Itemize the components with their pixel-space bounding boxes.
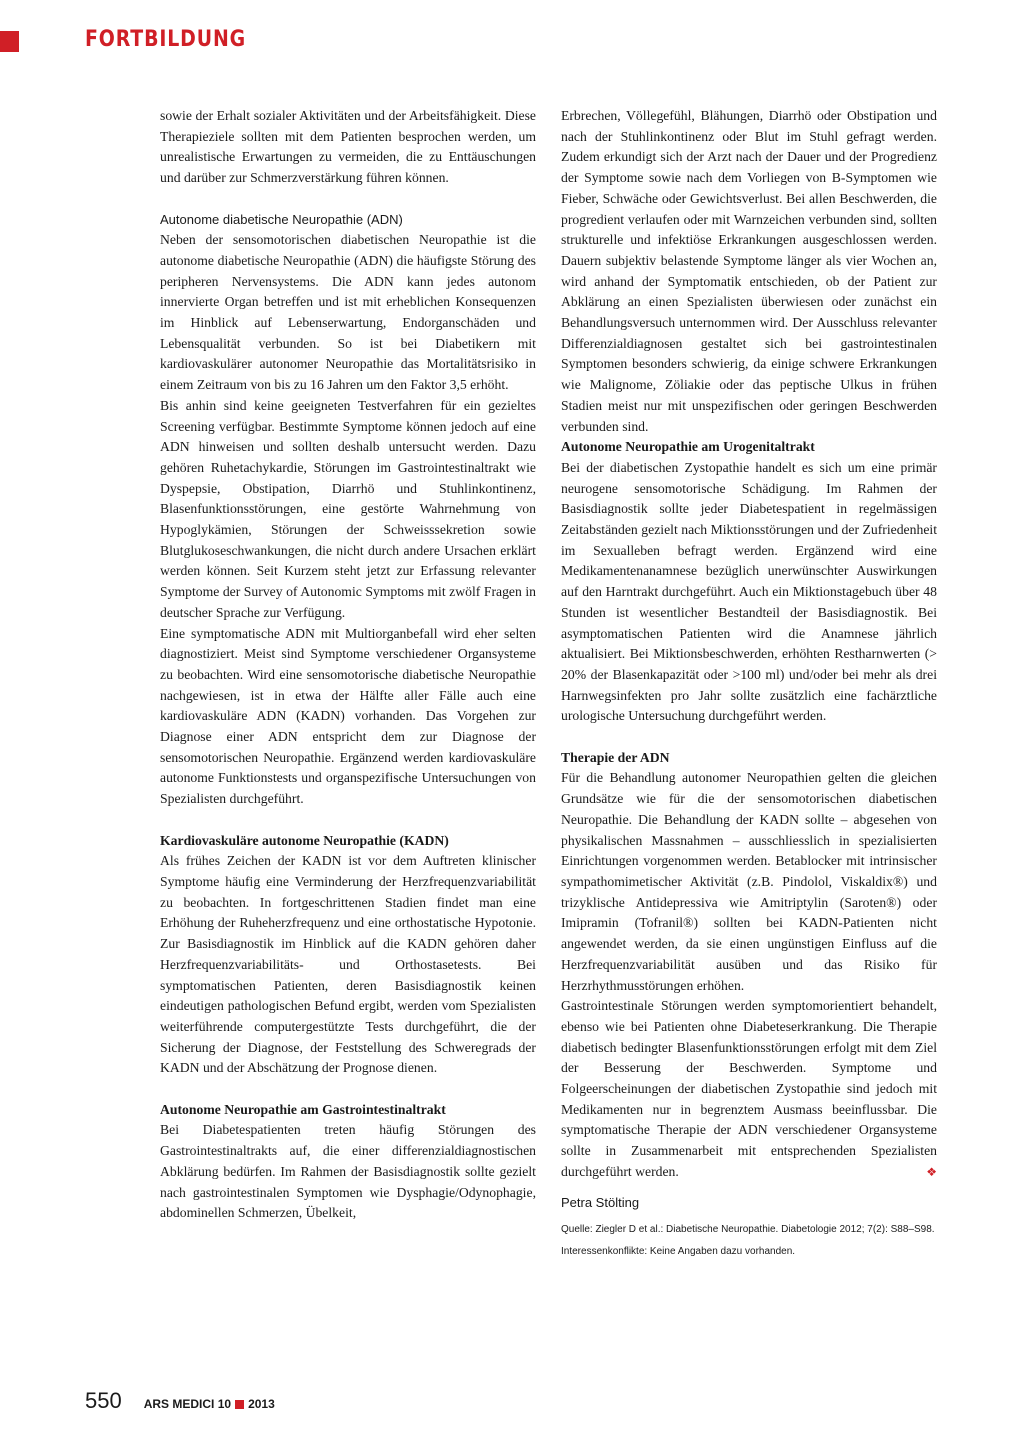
paragraph: Bis anhin sind keine geeigneten Testverfahren für ein gezieltes Screening verfügbar. Bestimmte Symptome können jedoch auf eine ADN hinweisen und sollten deshalb untersucht werden. Dazu gehören Ruhetachykardie, Störungen im Gastrointestinaltrakt wie Dyspepsie, Obstipation, Diarrhö und Stuhlinkontinenz, Blasenfunktionsstörungen, eine gestörte Wahrnehmung von Hypoglykämien, Störungen der Schweisssekretion sowie Blutglukoseschwankungen, die nicht durch andere Ursachen erklärt werden können. Seit Kurzem steht jetzt zur Erfassung relevanter Symptome der Survey of Autonomic Symptoms mit zwölf Fragen in deutscher Sprache zur Verfügung. <box>160 397 536 620</box>
paragraph: Bei Diabetespatienten treten häufig Störungen des Gastrointestinaltrakts auf, die einer differenzialdiagnostischen Abklärung bedürfen. Im Rahmen der Basisdiagnostik sollte gezielt nach gastrointestinalen Symptomen wie Dysphagie/Odynophagie, abdominellen Schmerzen, Übelkeit, <box>160 1122 536 1221</box>
separator-square-icon <box>235 1400 244 1409</box>
paragraph: Erbrechen, Völlegefühl, Blähungen, Diarrhö oder Obstipation und nach der Stuhlinkontinenz oder Blut im Stuhl gefragt werden. Zudem erkundigt sich der Arzt nach der Dauer und der Progredienz der Symptome sowie nach dem Vorliegen von B-Symptomen wie Fieber, Schwäche oder Gewichtsverlust. Bei allen Beschwerden, die progredient verlaufen oder mit Warnzeichen verbunden sind, sollten strukturelle und infektiöse Erkrankungen ausgeschlossen werden. Dauern subjektiv belastende Symptome länger als vier Wochen an, wird anhand der Symptomatik entschieden, ob der Patient zur Abklärung an einen Spezialisten überwiesen oder zunächst ein Behandlungsversuch unternommen wird. Der Ausschluss relevanter Differenzialdiagnosen gestaltet sich bei gastrointestinalen Symptomen besonders schwierig, da einige schwere Erkrankungen wie Malignome, Zöliakie oder das peptische Ulkus in frühen Stadien meist nur mit unspezifischen oder geringen Beschwerden verbunden sind. <box>561 108 937 434</box>
journal-name: ARS MEDICI 10 <box>143 1397 232 1411</box>
paragraph: Als frühes Zeichen der KADN ist vor dem Auftreten klinischer Symptome häufig eine Verminderung der Herzfrequenzvariabilität zu beobachten. In fortgeschrittenen Stadien findet man eine Erhöhung der Ruheherzfrequenz und eine orthostatische Hypotonie. Zur Basisdiagnostik im Hinblick auf die KADN gehören daher Herzfrequenzvariabilitäts- und Orthostasetests. Bei symptomatischen Patienten, deren Basisdiagnostik keinen eindeutigen pathologischen Befund ergibt, werden vom Spezialisten weiterführende computergestützte Tests durchgeführt, die der Sicherung der Diagnose, der Feststellung des Schweregrads der KADN und der Abschätzung der Prognose dienen. <box>160 853 536 1076</box>
paragraph-last <box>561 996 937 1182</box>
source-note: Quelle: Ziegler D et al.: Diabetische Neuropathie. Diabetologie 2012; 7(2): S88–S98. <box>561 1224 935 1236</box>
conflicts-note: Interessenkonflikte: Keine Angaben dazu vorhanden. <box>561 1246 796 1258</box>
paragraph: Neben der sensomotorischen diabetischen Neuropathie ist die autonome diabetische Neuropathie (ADN) die häufigste Störung des peripheren Nervensystems. Die ADN kann jedes autonom innervierte Organ betreffen und ist mit erheblichen Konsequenzen im Hinblick auf Lebenserwartung, Endorganschäden und Lebensqualität verbunden. So ist bei Diabetikern mit kardiovaskulärer autonomer Neuropathie das Mortalitätsrisiko in einem Zeitraum von bis zu 16 Jahren um den Faktor 3,5 erhöht. <box>160 232 536 393</box>
subheading-adn: Autonome diabetische Neuropathie (ADN) <box>160 211 403 227</box>
subheading-gastro: Autonome Neuropathie am Gastrointestinaltrakt <box>160 1101 446 1117</box>
page-number: 550 <box>85 1388 122 1413</box>
paragraph-text: Gastrointestinale Störungen werden symptomorientiert behandelt, ebenso wie bei Patienten ohne Diabeteserkrankung. Die Therapie diabetisch bedingter Blasenfunktionsstörungen erfolgt mit dem Ziel der Besserung der Beschwerden. Symptome und Folgeerscheinungen der diabetischen Zystopathie sind jedoch mit Medikamenten nur in begrenztem Ausmass beeinflussbar. Die symptomatische Therapie der ADN verschiedener Organsysteme sollte in Zusammenarbeit mit entsprechenden Spezialisten durchgeführt werden. <box>561 998 937 1179</box>
journal-year: 2013 <box>248 1397 275 1411</box>
paragraph: Für die Behandlung autonomer Neuropathien gelten die gleichen Grundsätze wie für die der sensomotorischen diabetischen Neuropathie. Die Behandlung der KADN sollte – abgesehen von physikalischen Massnahmen – ausschliesslich in spezialisierten Einrichtungen vorgenommen werden. Betablocker mit intrinsischer sympathomimetischer Aktivität (z.B. Pindolol, Viskaldix®) und trizyklische Antidepressiva wie Amitriptylin (Saroten®) oder Imipramin (Tofranil®) sollten bei KADN-Patienten nicht angewendet werden, da sie einen ungünstigen Einfluss auf die Herzfrequenzvariabilität ausüben und das Risiko für Herzrhythmusstörungen erhöhen. <box>561 770 937 993</box>
journal-info <box>144 1397 275 1411</box>
section-label: FORTBILDUNG <box>85 27 247 52</box>
left-column <box>160 106 536 1224</box>
author: Petra Stölting <box>561 1194 640 1210</box>
paragraph: Bei der diabetischen Zystopathie handelt es sich um eine primär neurogene sensomotorische Schädigung. Im Rahmen der Basisdiagnostik sollte jeder Diabetespatient in regelmässigen Zeitabständen gezielt nach Miktionsstörungen und der Zufriedenheit im Sexualleben befragt werden. Ergänzend wird eine Medikamentenanamnese bezüglich unerwünschter Auswirkungen auf den Harntrakt durchgeführt. Auch ein Miktionstagebuch über 48 Stunden ist wesentlicher Bestandteil der Basisdiagnostik. Bei asymptomatischen Patienten wird die Anamnese jährlich aktualisiert. Bei Miktionsbeschwerden, erhöhten Restharnwerten (> 20% der Blasenkapazität oder >100 ml) und/oder bei mehr als drei Harnwegsinfekten pro Jahr sollte zusätzlich eine fachärztliche urologische Untersuchung durchgeführt werden. <box>561 459 937 724</box>
subheading-therapy: Therapie der ADN <box>561 749 670 765</box>
subheading-kadn: Kardiovaskuläre autonome Neuropathie (KADN) <box>160 832 449 848</box>
right-column <box>561 106 937 1259</box>
end-mark-icon: ❖ <box>926 1164 937 1179</box>
paragraph: sowie der Erhalt sozialer Aktivitäten und der Arbeitsfähigkeit. Diese Therapieziele sollten mit dem Patienten besprochen werden, um unrealistische Erwartungen zu vermeiden, die zu Enttäuschungen und darüber zur Schmerzverstärkung führen können. <box>160 108 536 186</box>
subheading-uro: Autonome Neuropathie am Urogenitaltrakt <box>561 439 815 455</box>
paragraph: Eine symptomatische ADN mit Multiorganbefall wird eher selten diagnostiziert. Meist sind Symptome verschiedener Organsysteme zu beobachten. Wird eine sensomotorische diabetische Neuropathie nachgewiesen, ist in etwa der Hälfte aller Fälle auch eine kardiovaskuläre ADN (KADN) vorhanden. Das Vorgehen zur Diagnose einer ADN entspricht dem zur Diagnose der sensomotorischen Neuropathie. Ergänzend werden kardiovaskuläre autonome Funktionstests und organspezifische Untersuchungen von Spezialisten durchgeführt. <box>160 625 536 807</box>
section-color-marker <box>0 31 19 52</box>
page-footer <box>85 1388 275 1414</box>
